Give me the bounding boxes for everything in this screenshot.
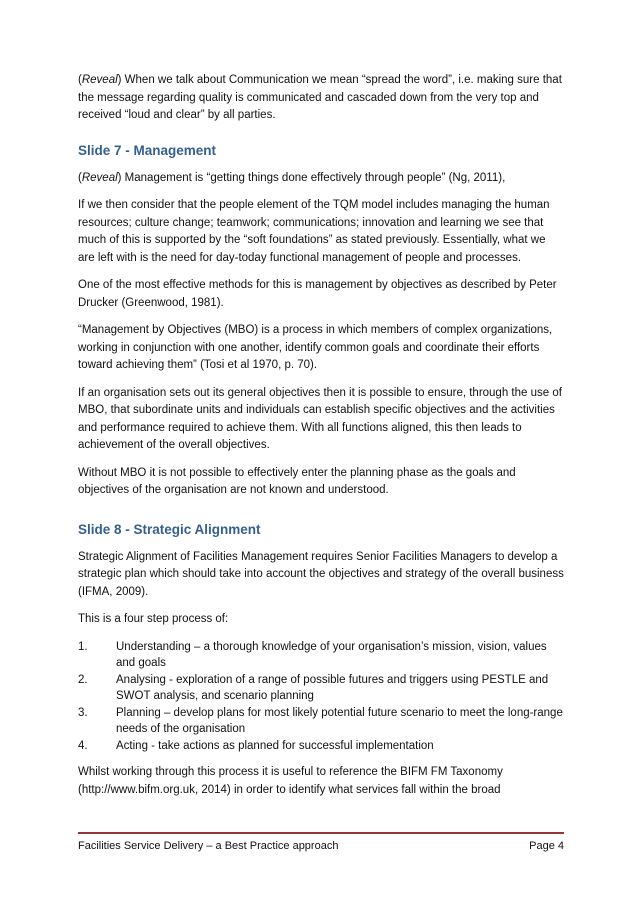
list-number: 2. (78, 673, 88, 686)
list-item (78, 738, 564, 755)
list-text: Planning – develop plans for most likely potential future scenario to meet the long-range needs of the organisation (116, 706, 563, 735)
intro-paragraph: (Reveal) When we talk about Communication we mean “spread the word”, i.e. making sure that the message regarding quality is communicated and cascaded down from the very top and received “loud and clear” by all parties. (78, 74, 562, 121)
list-number: 3. (78, 706, 88, 719)
slide7-paragraph-5: If an organisation sets out its general objectives then it is possible to ensure, through the use of MBO, that subordinate units and individuals can establish specific objectives and the activities and performance required to achieve them. With all functions aligned, this then leads to achievement of the overall objectives. (78, 386, 562, 451)
slide7-paragraph-6: Without MBO it is not possible to effectively enter the planning phase as the goals and objectives of the organisation are not known and understood. (78, 466, 516, 496)
list-item (78, 705, 564, 738)
slide7-paragraph-3: One of the most effective methods for this is management by objectives as described by Peter Drucker (Greenwood, 1981). (78, 279, 557, 309)
list-number: 4. (78, 739, 88, 752)
reveal-label: Reveal (81, 171, 118, 184)
slide8-paragraph-2: This is a four step process of: (78, 613, 229, 625)
slide8-heading: Slide 8 - Strategic Alignment (78, 521, 261, 537)
slide8-paragraph-1: Strategic Alignment of Facilities Management requires Senior Facilities Managers to develop a strategic plan which should take into account the objectives and strategy of the overall business (IFMA, 2009). (78, 550, 564, 598)
list-number: 1. (78, 640, 88, 653)
slide7-heading: Slide 7 - Management (78, 142, 217, 158)
document-page (78, 72, 564, 809)
list-item (78, 639, 564, 672)
reveal-label: Reveal (81, 74, 118, 86)
slide8-paragraph-3: Whilst working through this process it is useful to reference the BIFM FM Taxonomy (http://www.bifm.org.uk, 2014) in order to identify what services fall within the broad (78, 766, 503, 796)
page-number: Page 4 (529, 840, 564, 852)
step-list (78, 639, 564, 755)
list-item (78, 672, 564, 705)
slide7-paragraph-2: If we then consider that the people element of the TQM model includes managing the human resources; culture change; teamwork; communications; innovation and learning we see that much of this is supported by the “soft foundations” as stated previously. Essentially, what we are left with is the need for day-today functional management of people and processes. (78, 199, 550, 264)
list-text: Understanding – a thorough knowledge of your organisation’s mission, vision, values and goals (116, 640, 547, 669)
footer-title: Facilities Service Delivery – a Best Practice approach (78, 840, 339, 852)
slide7-paragraph-4: “Management by Objectives (MBO) is a process in which members of complex organizations, working in conjunction with one another, identify common goals and coordinate their efforts toward achieving them” (Tosi et al 1970, p. 70). (78, 324, 553, 371)
list-text: Acting - take actions as planned for successful implementation (116, 739, 434, 752)
slide7-paragraph-1: (Reveal) Management is “getting things done effectively through people” (Ng, 2011), (78, 171, 506, 184)
list-text: Analysing - exploration of a range of possible futures and triggers using PESTLE and SWOT analysis, and scenario planning (116, 673, 549, 702)
page-footer (78, 832, 564, 852)
